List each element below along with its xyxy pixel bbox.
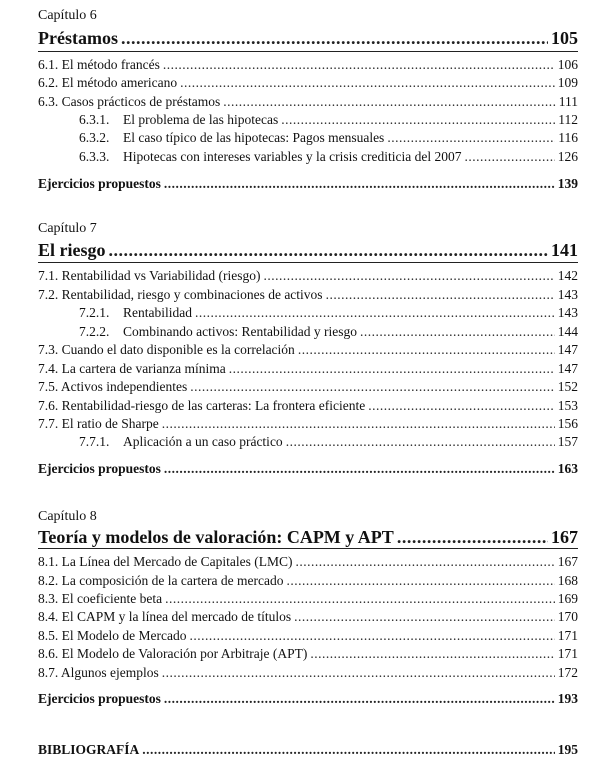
dot-leader (190, 379, 555, 395)
entry-title: El problema de las hipotecas (123, 112, 279, 127)
toc-entry (38, 665, 578, 681)
page-number: 169 (557, 591, 578, 606)
page-number: 143 (557, 305, 578, 320)
exercises-entry (38, 691, 578, 707)
dot-leader (164, 176, 555, 192)
entry-number: 6.2. (38, 75, 59, 90)
page-number: 144 (557, 324, 578, 339)
dot-leader (223, 94, 556, 110)
entry-number: 8.5. (38, 628, 59, 643)
exercises-entry (38, 176, 578, 192)
page-number: 171 (557, 646, 578, 661)
entry-number: 6.3.3. (79, 149, 110, 164)
chapter-rule (38, 548, 578, 549)
exercises-entry (38, 461, 578, 477)
entry-title: El método americano (61, 75, 178, 90)
toc-subentry (79, 434, 578, 450)
toc-entry (38, 591, 578, 607)
entry-title: Ejercicios propuestos (38, 176, 161, 191)
toc-subentry (79, 305, 578, 321)
entry-number: 8.2. (38, 573, 59, 588)
toc-entry (38, 75, 578, 91)
dot-leader (281, 112, 555, 128)
dot-leader (368, 398, 555, 414)
chapter-title-row (38, 240, 578, 260)
entry-number: 8.3. (38, 591, 59, 606)
entry-title: La cartera de varianza mínima (61, 361, 226, 376)
page-number: 156 (557, 416, 578, 431)
entry-title: Hipotecas con intereses variables y la crisis crediticia del 2007 (123, 149, 462, 164)
dot-leader (294, 609, 555, 625)
entry-title: El ratio de Sharpe (61, 416, 159, 431)
page-number: 142 (557, 268, 578, 283)
page-number: 139 (557, 176, 578, 191)
page-number: 152 (557, 379, 578, 394)
chapter-rule (38, 51, 578, 52)
chapter-title-row (38, 28, 578, 48)
entry-title: El Modelo de Mercado (61, 628, 187, 643)
toc-entry (38, 287, 578, 303)
page-number: 147 (557, 361, 578, 376)
toc-entry (38, 573, 578, 589)
chapter-label: Capítulo 8 (38, 509, 97, 524)
toc-entry (38, 268, 578, 284)
page-number: 170 (557, 609, 578, 624)
page-number: 116 (558, 130, 578, 145)
chapter-rule (38, 262, 578, 263)
dot-leader (165, 591, 555, 607)
dot-leader (263, 268, 554, 284)
toc-entry (38, 554, 578, 570)
entry-number: 7.2. (38, 287, 59, 302)
table-of-contents (38, 0, 578, 776)
entry-number: 7.7.1. (79, 434, 110, 449)
dot-leader (465, 149, 555, 165)
dot-leader (298, 342, 555, 358)
dot-leader (189, 628, 554, 644)
toc-entry (38, 646, 578, 662)
page-number: 167 (557, 554, 578, 569)
bibliography-entry (38, 742, 578, 758)
entry-number: 8.4. (38, 609, 59, 624)
chapter-label: Capítulo 6 (38, 8, 97, 23)
dot-leader (195, 305, 555, 321)
toc-entry (38, 379, 578, 395)
toc-subentry (79, 149, 578, 165)
toc-entry (38, 342, 578, 358)
entry-number: 8.1. (38, 554, 59, 569)
dot-leader (296, 554, 555, 570)
chapter-title: Préstamos (38, 28, 118, 48)
entry-number: 7.5. (38, 379, 59, 394)
page-number: 195 (557, 742, 578, 757)
page-number: 168 (557, 573, 578, 588)
dot-leader (287, 573, 555, 589)
page-number: 193 (557, 691, 578, 706)
toc-entry (38, 609, 578, 625)
dot-leader (387, 130, 555, 146)
dot-leader (162, 665, 555, 681)
dot-leader (109, 240, 549, 260)
entry-number: 6.3.1. (79, 112, 110, 127)
entry-title: Ejercicios propuestos (38, 691, 161, 706)
entry-number: 6.1. (38, 57, 59, 72)
entry-number: 8.7. (38, 665, 59, 680)
dot-leader (164, 461, 555, 477)
entry-title: Activos independientes (60, 379, 188, 394)
entry-title: Rentabilidad (123, 305, 192, 320)
entry-title: El caso típico de las hipotecas: Pagos mensuales (123, 130, 385, 145)
dot-leader (164, 691, 555, 707)
dot-leader (162, 416, 555, 432)
dot-leader (360, 324, 555, 340)
entry-title: Algunos ejemplos (60, 665, 159, 680)
entry-number: 8.6. (38, 646, 59, 661)
entry-number: 7.4. (38, 361, 59, 376)
entry-title: Casos prácticos de préstamos (61, 94, 221, 109)
dot-leader (397, 527, 548, 547)
page-number: 163 (557, 461, 578, 476)
entry-number: 7.1. (38, 268, 59, 283)
dot-leader (326, 287, 555, 303)
page-number: 167 (551, 527, 578, 547)
entry-title: El Modelo de Valoración por Arbitraje (APT) (61, 646, 308, 661)
chapter-title: Teoría y modelos de valoración: CAPM y APT (38, 527, 394, 547)
toc-entry (38, 416, 578, 432)
dot-leader (286, 434, 555, 450)
entry-number: 7.6. (38, 398, 59, 413)
dot-leader (310, 646, 554, 662)
toc-subentry (79, 130, 578, 146)
page-number: 126 (557, 149, 578, 164)
toc-subentry (79, 112, 578, 128)
entry-number: 6.3. (38, 94, 59, 109)
entry-title: Rentabilidad, riesgo y combinaciones de activos (61, 287, 323, 302)
entry-title: El método francés (61, 57, 160, 72)
entry-title: BIBLIOGRAFÍA (38, 742, 140, 757)
entry-number: 7.2.2. (79, 324, 110, 339)
page-number: 141 (551, 240, 578, 260)
page-number: 111 (558, 94, 578, 109)
page-number: 172 (557, 665, 578, 680)
page-number: 109 (557, 75, 578, 90)
page-number: 112 (558, 112, 578, 127)
page-number: 153 (557, 398, 578, 413)
entry-title: La composición de la cartera de mercado (61, 573, 284, 588)
entry-title: Cuando el dato disponible es la correlación (61, 342, 295, 357)
entry-number: 7.2.1. (79, 305, 110, 320)
dot-leader (163, 57, 555, 73)
entry-title: Rentabilidad vs Variabilidad (riesgo) (61, 268, 261, 283)
toc-entry (38, 628, 578, 644)
page-number: 171 (557, 628, 578, 643)
entry-number: 7.3. (38, 342, 59, 357)
page-number: 106 (557, 57, 578, 72)
chapter-label: Capítulo 7 (38, 221, 97, 236)
entry-title: Aplicación a un caso práctico (123, 434, 283, 449)
toc-entry (38, 57, 578, 73)
dot-leader (121, 28, 548, 48)
toc-entry (38, 398, 578, 414)
toc-subentry (79, 324, 578, 340)
page-number: 105 (551, 28, 578, 48)
entry-title: El coeficiente beta (61, 591, 163, 606)
chapter-title-row (38, 527, 578, 547)
entry-title: Rentabilidad-riesgo de las carteras: La frontera eficiente (61, 398, 366, 413)
toc-entry (38, 361, 578, 377)
page-number: 157 (557, 434, 578, 449)
page-number: 147 (557, 342, 578, 357)
toc-entry (38, 94, 578, 110)
entry-title: La Línea del Mercado de Capitales (LMC) (61, 554, 293, 569)
dot-leader (180, 75, 555, 91)
entry-number: 7.7. (38, 416, 59, 431)
entry-title: Ejercicios propuestos (38, 461, 161, 476)
entry-number: 6.3.2. (79, 130, 110, 145)
dot-leader (142, 742, 554, 758)
dot-leader (229, 361, 555, 377)
chapter-title: El riesgo (38, 240, 106, 260)
entry-title: Combinando activos: Rentabilidad y riesgo (123, 324, 357, 339)
entry-title: El CAPM y la línea del mercado de títulos (61, 609, 292, 624)
page-number: 143 (557, 287, 578, 302)
